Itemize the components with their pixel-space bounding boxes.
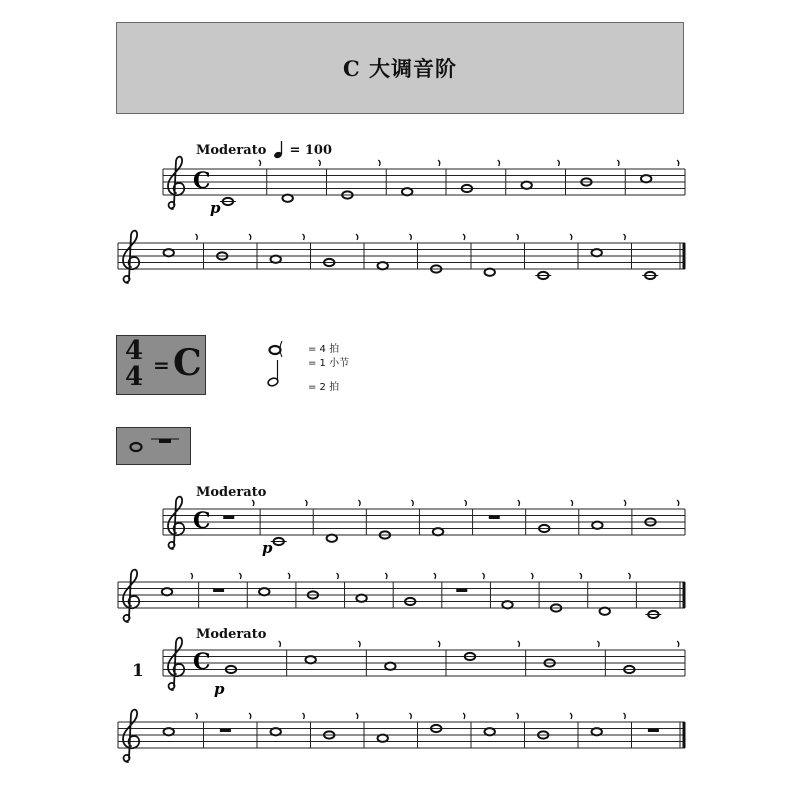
whole-note <box>642 272 658 279</box>
breath-mark <box>597 641 599 647</box>
whole-note <box>485 269 495 276</box>
tempo-text: Moderato <box>196 143 267 158</box>
breath-mark <box>410 713 412 719</box>
breath-mark <box>677 160 679 166</box>
measure <box>418 234 465 273</box>
breath-mark <box>518 641 520 647</box>
final-barline <box>683 582 686 608</box>
treble-clef-icon <box>123 231 139 283</box>
measure <box>311 713 358 748</box>
measure <box>311 234 358 269</box>
measure <box>525 713 572 748</box>
measure <box>636 582 661 618</box>
whole-rest <box>220 729 231 733</box>
whole-note <box>521 182 531 189</box>
measure <box>473 500 520 535</box>
measure <box>578 713 625 748</box>
whole-note <box>282 195 292 202</box>
breath-mark <box>498 160 500 166</box>
staff-system <box>163 638 685 698</box>
breath-mark <box>385 573 387 579</box>
whole-note <box>271 538 287 545</box>
breath-mark <box>337 573 339 579</box>
measure <box>366 641 439 676</box>
breath-mark <box>378 160 380 166</box>
whole-rest <box>648 729 659 733</box>
breath-mark <box>191 573 193 579</box>
whole-note <box>271 256 281 263</box>
measure <box>364 234 411 269</box>
tempo-marking-2: Moderato <box>196 485 267 500</box>
measure <box>296 573 338 608</box>
measure <box>223 500 254 519</box>
breath-mark <box>517 713 519 719</box>
measure <box>471 713 518 748</box>
measure <box>605 641 678 676</box>
measure <box>471 234 518 276</box>
whole-note <box>385 663 395 670</box>
whole-note <box>259 588 269 595</box>
measure <box>525 234 572 279</box>
measure <box>506 160 560 195</box>
breath-mark <box>434 573 436 579</box>
whole-note <box>327 535 337 542</box>
treble-clef-icon <box>123 570 139 622</box>
breath-mark <box>465 500 467 506</box>
measure <box>579 500 626 535</box>
whole-note <box>271 728 281 735</box>
timesig-equals: = <box>153 353 170 377</box>
whole-note <box>592 522 602 529</box>
half-beats-label: = 2 拍 <box>308 382 340 393</box>
breath-mark <box>356 234 358 240</box>
breath-mark <box>677 641 679 647</box>
whole-note <box>433 528 443 535</box>
measure <box>632 500 679 535</box>
staff-system <box>118 710 686 762</box>
breath-mark <box>319 160 321 166</box>
breath-mark <box>463 713 465 719</box>
whole-note <box>356 595 366 602</box>
breath-mark <box>239 573 241 579</box>
measure <box>257 713 304 748</box>
measure <box>247 573 289 608</box>
measure <box>164 234 198 256</box>
whole-note <box>164 249 174 256</box>
breath-mark <box>571 500 573 506</box>
measure <box>578 234 625 269</box>
breath-mark <box>249 234 251 240</box>
whole-note <box>641 175 651 182</box>
dynamic-piano: p <box>210 199 221 217</box>
exercise-number: 1 <box>132 661 144 681</box>
measure <box>566 160 620 195</box>
breath-mark <box>570 234 572 240</box>
whole-note <box>592 728 602 735</box>
treble-clef-icon <box>168 157 184 209</box>
dynamic-piano: p <box>214 680 225 698</box>
whole-note <box>485 728 495 735</box>
whole-note <box>502 601 512 608</box>
treble-clef-icon <box>168 497 184 549</box>
breath-mark <box>358 641 360 647</box>
final-barline <box>683 243 686 269</box>
page-title: C 大调音阶 <box>342 56 458 81</box>
breath-mark <box>482 573 484 579</box>
breath-mark <box>580 573 582 579</box>
whole-note <box>402 188 412 195</box>
measure <box>366 500 413 539</box>
whole-note <box>592 249 602 256</box>
breath-mark <box>356 713 358 719</box>
measure <box>539 573 581 612</box>
breath-mark <box>358 500 360 506</box>
measure <box>345 573 387 608</box>
whole-note <box>378 735 388 742</box>
breath-mark <box>259 160 261 166</box>
measure <box>204 234 251 269</box>
breath-mark <box>558 160 560 166</box>
breath-mark <box>411 500 413 506</box>
whole-beats-label: = 4 拍 <box>308 344 340 355</box>
breath-mark <box>463 234 465 240</box>
breath-mark <box>570 713 572 719</box>
staff-system <box>118 231 686 283</box>
measure <box>199 573 241 608</box>
whole-rest <box>489 516 500 520</box>
breath-mark <box>410 234 412 240</box>
breath-mark <box>303 713 305 719</box>
breath-mark <box>677 500 679 506</box>
breath-mark <box>617 160 619 166</box>
measure <box>226 641 281 673</box>
breath-mark <box>252 500 254 506</box>
breath-mark <box>196 713 198 719</box>
breath-mark <box>517 234 519 240</box>
staff-system <box>163 497 685 557</box>
whole-rest <box>223 516 234 520</box>
treble-clef-icon <box>123 710 139 762</box>
tempo-marking-3: Moderato <box>196 627 267 642</box>
measure <box>442 573 484 608</box>
measure <box>418 713 465 748</box>
breath-mark <box>624 500 626 506</box>
staff-system <box>163 157 685 217</box>
breath-mark <box>196 234 198 240</box>
measure <box>446 641 519 676</box>
whole-note <box>164 728 174 735</box>
breath-mark <box>303 234 305 240</box>
whole-note <box>600 608 610 615</box>
treble-clef-icon <box>168 638 184 690</box>
measure <box>386 160 440 195</box>
whole-note <box>535 272 551 279</box>
measure <box>327 160 381 199</box>
common-time-glyph: C <box>173 342 202 384</box>
timesig-numerator: 4 <box>125 336 144 366</box>
measure <box>257 234 304 269</box>
measure <box>632 243 659 279</box>
breath-mark <box>279 641 281 647</box>
common-time-symbol: C <box>193 649 211 675</box>
final-barline <box>683 722 686 748</box>
measure <box>526 500 573 535</box>
common-time-symbol: C <box>193 508 211 534</box>
dynamic-piano: p <box>262 539 273 557</box>
measure <box>526 641 599 676</box>
breath-mark <box>305 500 307 506</box>
measure <box>164 713 198 735</box>
whole-rest <box>456 589 467 593</box>
measure <box>313 500 360 542</box>
whole-note <box>305 656 315 663</box>
breath-mark <box>624 234 626 240</box>
timesig-denominator: 4 <box>125 362 144 392</box>
measure <box>393 573 435 608</box>
measure <box>162 573 193 595</box>
tempo-value: = 100 <box>289 143 332 158</box>
whole-rest <box>213 589 224 593</box>
breath-mark <box>438 160 440 166</box>
common-time-symbol: C <box>193 168 211 194</box>
whole-note <box>162 588 172 595</box>
measure <box>588 573 630 615</box>
breath-mark <box>438 641 440 647</box>
breath-mark <box>288 573 290 579</box>
breath-mark <box>249 713 251 719</box>
whole-note <box>645 611 661 618</box>
whole-note <box>220 198 236 205</box>
measure <box>267 160 321 202</box>
whole-note <box>378 262 388 269</box>
measure <box>364 713 411 748</box>
measure <box>287 641 360 676</box>
whole-measure-label: = 1 小节 <box>308 358 350 369</box>
measure <box>625 160 679 195</box>
measure <box>220 160 261 205</box>
measure <box>446 160 500 195</box>
measure <box>419 500 466 535</box>
measure <box>490 573 532 608</box>
measure <box>204 713 251 748</box>
breath-mark <box>624 713 626 719</box>
breath-mark <box>518 500 520 506</box>
staff-system <box>118 570 686 622</box>
breath-mark <box>628 573 630 579</box>
breath-mark <box>531 573 533 579</box>
